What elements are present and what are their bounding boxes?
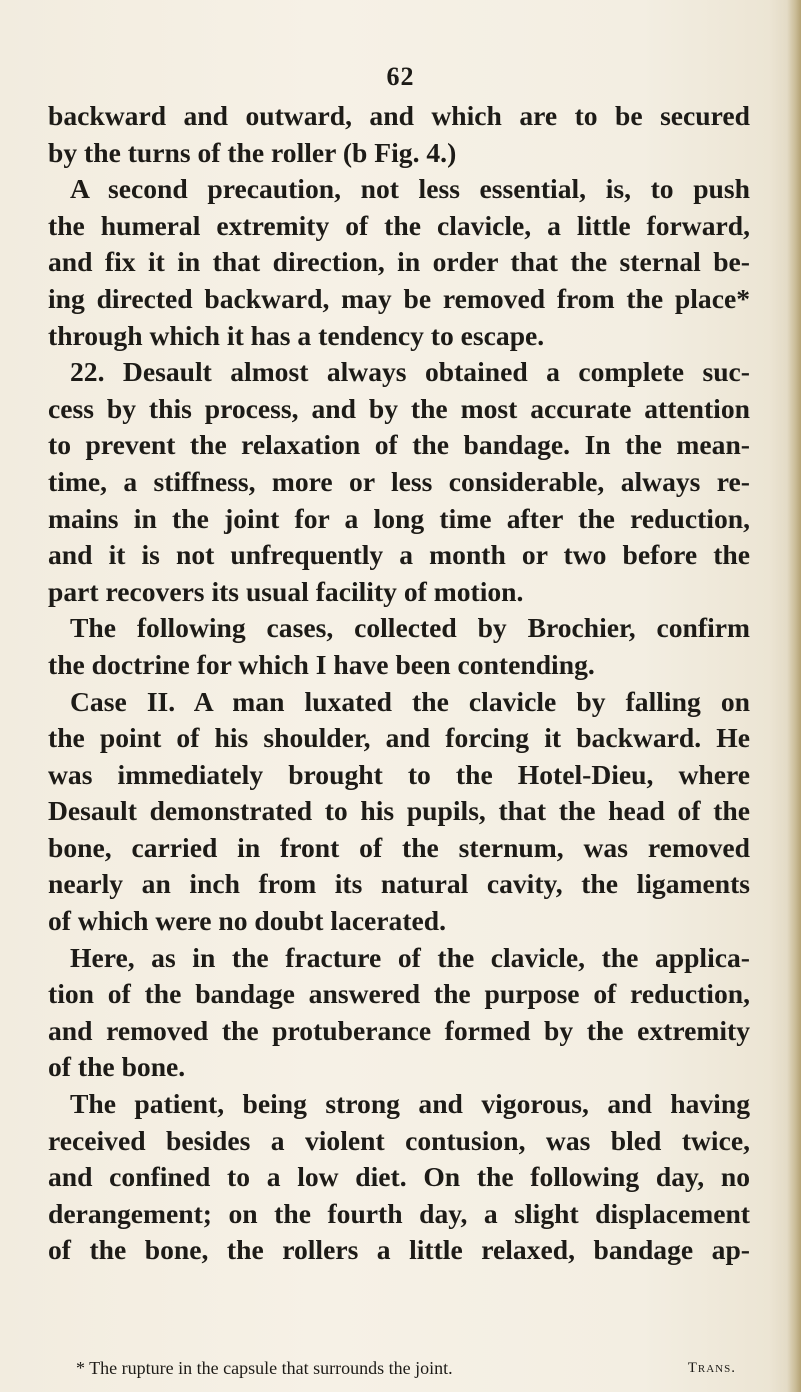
text-line: by the turns of the roller (b Fig. 4.): [48, 136, 457, 168]
text-line: Desault demonstrated to his pupils, that the head of the: [48, 795, 750, 827]
text-line: 22. Desault almost always obtained a complete suc-: [70, 356, 750, 388]
text-line: A second precaution, not less essential, is, to push: [70, 173, 750, 205]
text-line: backward and outward, and which are to be secured: [48, 100, 750, 131]
text-line: and it is not unfrequently a month or two before the: [48, 539, 750, 571]
text-line: part recovers its usual facility of motion.: [48, 575, 524, 607]
body-text: [48, 98, 750, 1269]
text-line: through which it has a tendency to escape.: [48, 319, 545, 351]
text-line: the humeral extremity of the clavicle, a little forward,: [48, 209, 750, 241]
page-number: 62: [386, 62, 415, 91]
footnote-text: * The rupture in the capsule that surrounds the joint.: [76, 1358, 453, 1378]
text-line: of the bone, the rollers a little relaxed, bandage ap-: [48, 1234, 750, 1266]
text-line: and confined to a low diet. On the following day, no: [48, 1161, 750, 1193]
text-line: Here, as in the fracture of the clavicle, the applica-: [70, 941, 750, 973]
text-line: to prevent the relaxation of the bandage. In the mean-: [48, 429, 750, 461]
text-line: The following cases, collected by Brochier, confirm: [70, 612, 750, 644]
footnote: [76, 1357, 736, 1379]
text-line: bone, carried in front of the sternum, was removed: [48, 831, 750, 863]
text-line: derangement; on the fourth day, a slight displacement: [48, 1197, 750, 1229]
footnote-signature: Trans.: [687, 1360, 736, 1376]
text-line: mains in the joint for a long time after the reduction,: [48, 502, 750, 534]
page-edge-shadow: [787, 0, 801, 1392]
text-line: time, a stiffness, more or less considerable, always re-: [48, 465, 750, 497]
text-line: and fix it in that direction, in order that the sternal be-: [48, 246, 750, 278]
text-line: tion of the bandage answered the purpose of reduction,: [48, 978, 750, 1010]
text-line: of which were no doubt lacerated.: [48, 905, 447, 937]
text-line: and removed the protuberance formed by the extremity: [48, 1014, 750, 1046]
text-line: received besides a violent contusion, was bled twice,: [48, 1124, 750, 1156]
text-line: the point of his shoulder, and forcing it backward. He: [48, 722, 750, 754]
text-line: the doctrine for which I have been contending.: [48, 648, 595, 680]
text-line: The patient, being strong and vigorous, and having: [70, 1088, 750, 1120]
text-line: cess by this process, and by the most accurate attention: [48, 392, 750, 424]
text-line: ing directed backward, may be removed from the place*: [48, 282, 750, 314]
text-line: of the bone.: [48, 1051, 186, 1083]
text-line: nearly an inch from its natural cavity, the ligaments: [48, 868, 750, 900]
text-line: Case II. A man luxated the clavicle by falling on: [70, 685, 750, 717]
text-line: was immediately brought to the Hotel-Dieu, where: [48, 758, 750, 790]
